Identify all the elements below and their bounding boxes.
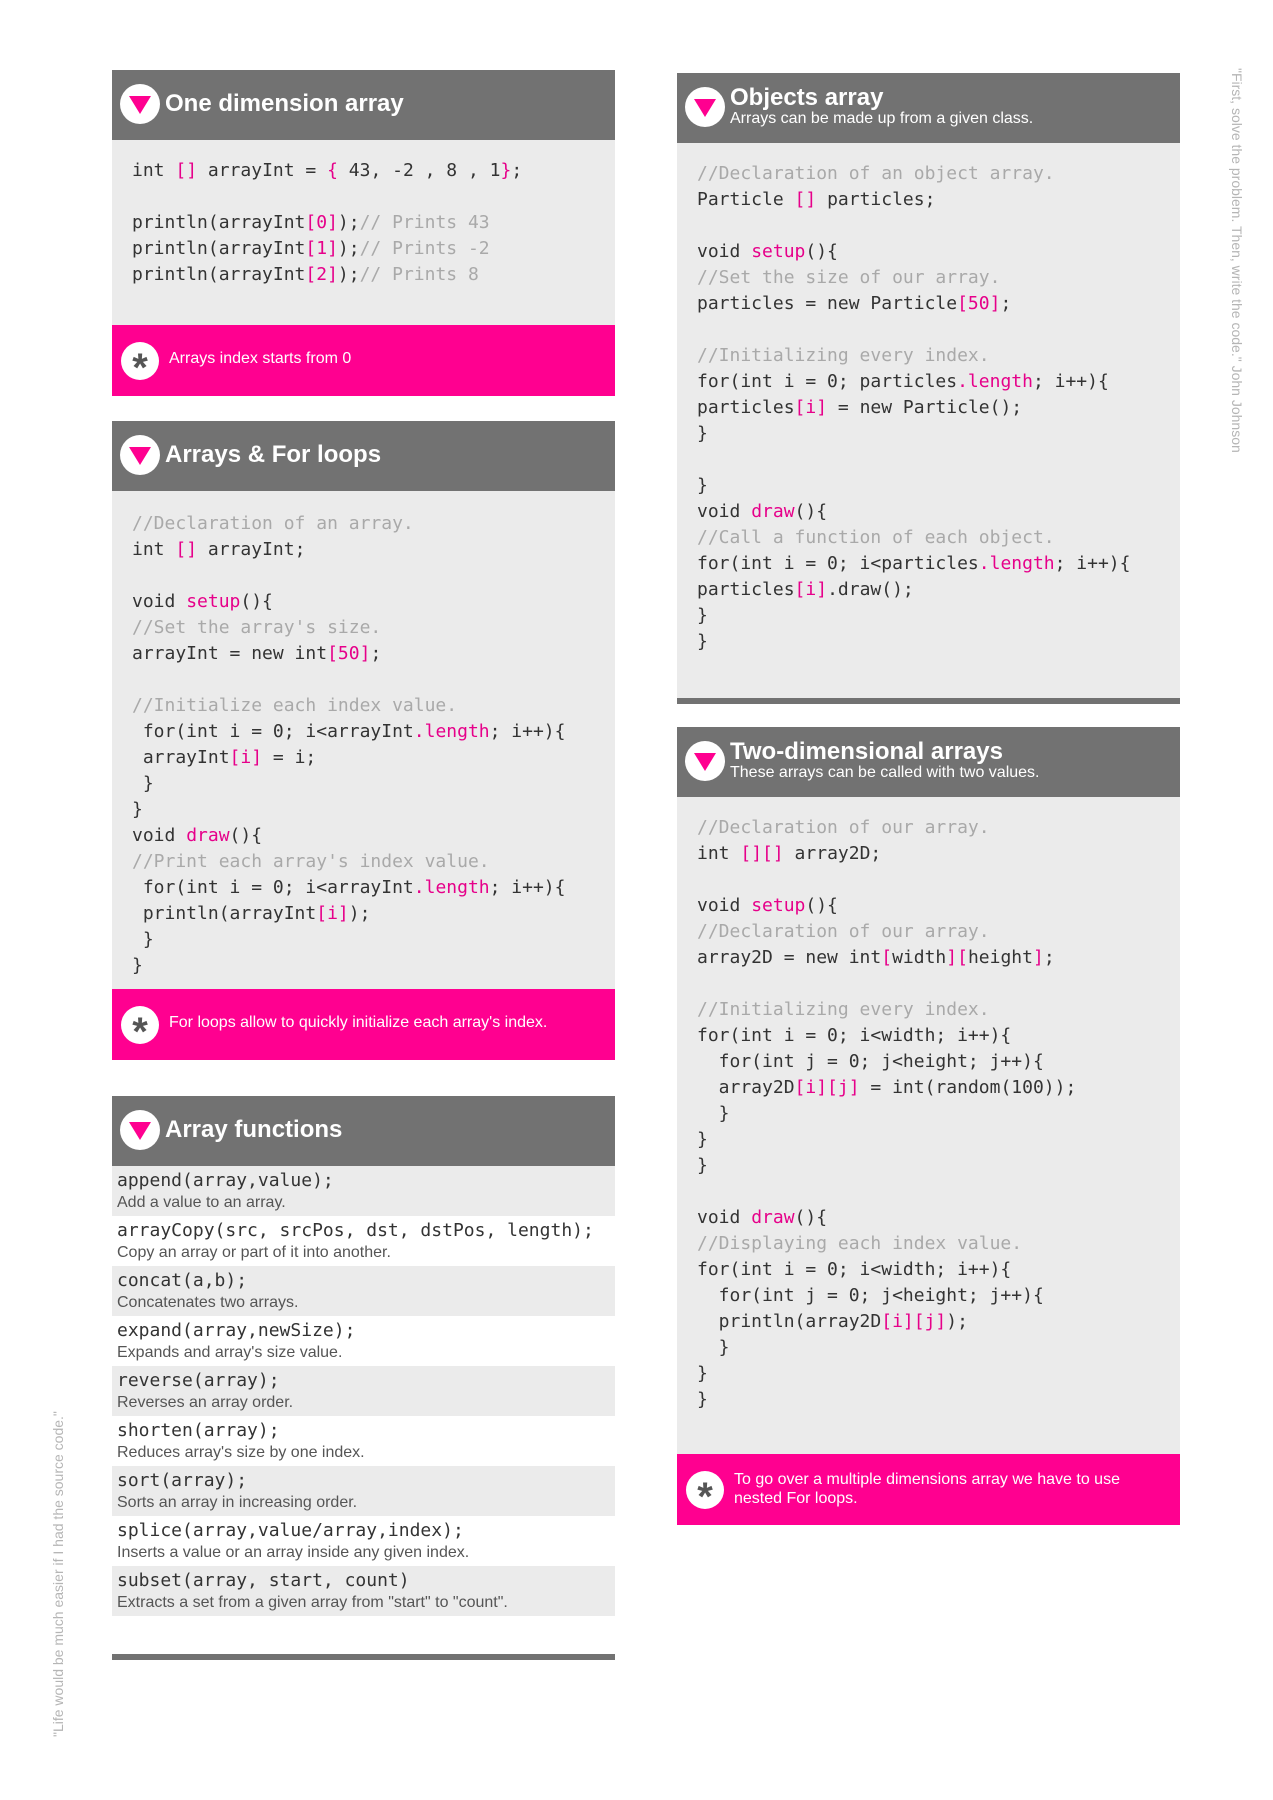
- code-line: }: [132, 929, 154, 950]
- function-description: Sorts an array in increasing order.: [117, 1494, 358, 1511]
- code-line: //Declaration of our array.: [697, 921, 990, 942]
- code-line: particles = new Particle[50];: [697, 293, 1012, 314]
- card-objects-array: [677, 73, 1180, 704]
- code-line: void draw(){: [697, 501, 828, 522]
- code-line: for(int i = 0; i<width; i++){: [697, 1259, 1012, 1280]
- code-line: //Set the array's size.: [132, 617, 382, 638]
- code-line: for(int i = 0; i<arrayInt.length; i++){: [132, 877, 566, 898]
- function-item: [112, 1566, 615, 1616]
- card-title: Array functions: [165, 1116, 343, 1143]
- code-line: }: [697, 423, 708, 444]
- code-line: Particle [] particles;: [697, 189, 936, 210]
- code-line: //Displaying each index value.: [697, 1233, 1023, 1254]
- function-item: [112, 1466, 615, 1516]
- function-description: Reverses an array order.: [117, 1394, 294, 1411]
- function-signature: arrayCopy(src, srcPos, dst, dstPos, length);: [117, 1220, 594, 1241]
- card-bottom-bar: [112, 1654, 615, 1660]
- code-line: //Initialize each index value.: [132, 695, 458, 716]
- function-signature: concat(a,b);: [117, 1270, 248, 1291]
- tip-banner: [112, 325, 615, 396]
- tip-text: For loops allow to quickly initialize each array's index.: [169, 1014, 548, 1031]
- tip-banner: [112, 989, 615, 1060]
- asterisk-icon: *: [121, 342, 159, 380]
- function-signature: splice(array,value/array,index);: [117, 1520, 464, 1541]
- code-line: [697, 317, 1160, 343]
- code-line: arrayInt[i] = i;: [132, 747, 317, 768]
- side-quote-right: "First, solve the problem. Then, write the code." John Johnson: [1229, 68, 1245, 453]
- code-line: //Call a function of each object.: [697, 527, 1055, 548]
- function-item: [112, 1416, 615, 1466]
- function-item: [112, 1316, 615, 1366]
- code-line: [697, 1179, 1160, 1205]
- code-line: //Declaration of our array.: [697, 817, 990, 838]
- function-description: Extracts a set from a given array from "start" to "count".: [117, 1594, 508, 1611]
- code-line: for(int i = 0; particles.length; i++){: [697, 371, 1109, 392]
- function-signature: sort(array);: [117, 1470, 248, 1491]
- code-line: }: [697, 605, 708, 626]
- code-line: }: [697, 1337, 730, 1358]
- code-line: arrayInt = new int[50];: [132, 643, 382, 664]
- code-line: [132, 563, 595, 589]
- code-line: println(arrayInt[0]);// Prints 43: [132, 212, 490, 233]
- side-quote-left: "Life would be much easier if I had the source code.": [50, 1411, 66, 1737]
- card-title: Objects array: [730, 84, 884, 111]
- code-line: println(arrayInt[2]);// Prints 8: [132, 264, 479, 285]
- function-description: Concatenates two arrays.: [117, 1294, 299, 1311]
- tip-banner: [677, 1454, 1180, 1525]
- code-line: void draw(){: [697, 1207, 828, 1228]
- asterisk-icon: *: [121, 1006, 159, 1044]
- code-line: println(arrayInt[1]);// Prints -2: [132, 238, 490, 259]
- function-signature: reverse(array);: [117, 1370, 280, 1391]
- function-list: [112, 1166, 615, 1654]
- card-header: [112, 1096, 615, 1166]
- code-line: //Print each array's index value.: [132, 851, 490, 872]
- code-line: for(int j = 0; j<height; j++){: [697, 1285, 1044, 1306]
- code-line: }: [697, 631, 708, 652]
- code-line: //Set the size of our array.: [697, 267, 1001, 288]
- code-line: void setup(){: [697, 895, 838, 916]
- card-subtitle: Arrays can be made up from a given class.: [730, 110, 1034, 127]
- code-line: }: [697, 1155, 708, 1176]
- code-line: [132, 184, 595, 210]
- code-line: [697, 447, 1160, 473]
- function-item: [112, 1366, 615, 1416]
- triangle-down-icon: [120, 1110, 160, 1150]
- code-line: void draw(){: [132, 825, 263, 846]
- card-header: [112, 70, 615, 140]
- code-line: void setup(){: [697, 241, 838, 262]
- code-line: println(arrayInt[i]);: [132, 903, 371, 924]
- function-item: [112, 1266, 615, 1316]
- code-block: [112, 140, 615, 325]
- code-line: for(int i = 0; i<arrayInt.length; i++){: [132, 721, 566, 742]
- card-title: Arrays & For loops: [165, 441, 382, 468]
- card-two-dimensional-arrays: [677, 727, 1180, 1525]
- card-one-dimension-array: [112, 70, 615, 396]
- card-header: [112, 421, 615, 491]
- card-arrays-for-loops: [112, 421, 615, 1060]
- function-signature: append(array,value);: [117, 1170, 334, 1191]
- triangle-down-icon: [685, 87, 725, 127]
- function-description: Expands and array's size value.: [117, 1344, 343, 1361]
- code-line: for(int i = 0; i<particles.length; i++){: [697, 553, 1131, 574]
- card-bottom-bar: [677, 698, 1180, 704]
- card-header: [677, 727, 1180, 797]
- code-line: }: [132, 955, 143, 976]
- code-line: [697, 971, 1160, 997]
- card-header: [677, 73, 1180, 143]
- code-line: [697, 213, 1160, 239]
- code-block: [677, 797, 1180, 1454]
- code-line: particles[i].draw();: [697, 579, 914, 600]
- card-title: Two-dimensional arrays: [730, 738, 1003, 765]
- triangle-down-icon: [120, 84, 160, 124]
- card-array-functions: [112, 1096, 615, 1660]
- code-line: }: [697, 1103, 730, 1124]
- code-line: int [][] array2D;: [697, 843, 882, 864]
- code-line: [132, 667, 595, 693]
- asterisk-icon: *: [686, 1471, 724, 1509]
- code-line: for(int j = 0; j<height; j++){: [697, 1051, 1044, 1072]
- card-subtitle: These arrays can be called with two values.: [730, 764, 1040, 781]
- function-description: Reduces array's size by one index.: [117, 1444, 365, 1461]
- code-line: println(array2D[i][j]);: [697, 1311, 968, 1332]
- code-line: }: [697, 1389, 708, 1410]
- code-block: [112, 491, 615, 989]
- function-description: Copy an array or part of it into another.: [117, 1244, 391, 1261]
- card-title: One dimension array: [165, 90, 404, 117]
- triangle-down-icon: [120, 435, 160, 475]
- triangle-down-icon: [685, 741, 725, 781]
- code-line: }: [697, 1363, 708, 1384]
- code-line: int [] arrayInt = { 43, -2 , 8 , 1};: [132, 160, 523, 181]
- code-line: }: [132, 773, 154, 794]
- code-line: particles[i] = new Particle();: [697, 397, 1023, 418]
- code-line: }: [697, 475, 708, 496]
- function-description: Add a value to an array.: [117, 1194, 286, 1211]
- code-line: //Initializing every index.: [697, 345, 990, 366]
- function-item: [112, 1216, 615, 1266]
- code-line: array2D[i][j] = int(random(100));: [697, 1077, 1077, 1098]
- code-line: //Initializing every index.: [697, 999, 990, 1020]
- code-line: for(int i = 0; i<width; i++){: [697, 1025, 1012, 1046]
- code-line: [697, 867, 1160, 893]
- code-block: [677, 143, 1180, 698]
- function-description: Inserts a value or an array inside any given index.: [117, 1544, 470, 1561]
- tip-text: To go over a multiple dimensions array we have to use nested For loops.: [734, 1471, 1120, 1507]
- function-signature: shorten(array);: [117, 1420, 280, 1441]
- code-line: //Declaration of an object array.: [697, 163, 1055, 184]
- function-item: [112, 1516, 615, 1566]
- function-item: [112, 1166, 615, 1216]
- code-line: //Declaration of an array.: [132, 513, 414, 534]
- code-line: void setup(){: [132, 591, 273, 612]
- code-line: int [] arrayInt;: [132, 539, 306, 560]
- tip-text: Arrays index starts from 0: [169, 350, 352, 367]
- code-line: }: [132, 799, 143, 820]
- function-signature: expand(array,newSize);: [117, 1320, 356, 1341]
- code-line: array2D = new int[width][height];: [697, 947, 1055, 968]
- code-line: }: [697, 1129, 708, 1150]
- function-signature: subset(array, start, count): [117, 1570, 410, 1591]
